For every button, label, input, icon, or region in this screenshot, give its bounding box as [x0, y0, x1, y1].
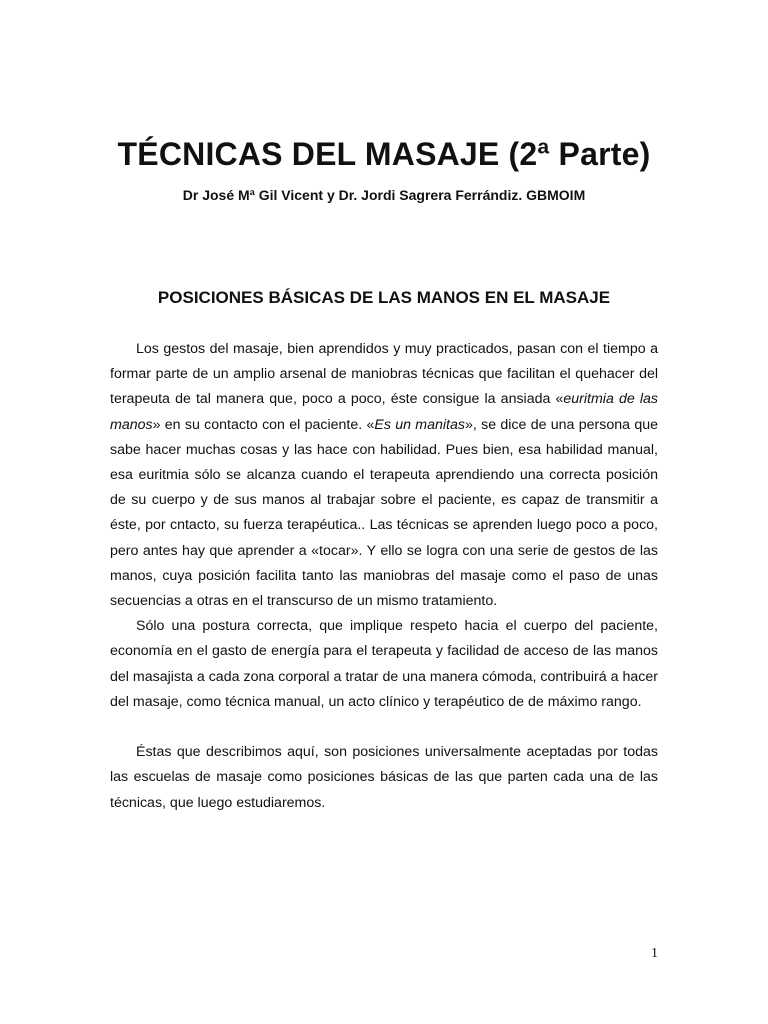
paragraph-1-emphasis-euritmia: euritmia de las manos — [110, 391, 658, 433]
paragraph-3: Éstas que describimos aquí, son posiciones universalmente aceptadas por todas las escuelas de masaje como posiciones básicas de las que parten cada una de las técnicas, que luego estudiaremos. — [110, 744, 658, 811]
body-text — [110, 337, 658, 816]
paragraph-1-text-e: », se dice de una persona que sabe hacer muchas cosas y las hace con habilidad. Pues bien, esa habilidad manual, esa euritmia sólo se alcanza cuando el terapeuta aprendiendo una correcta posición de su cuerpo y de sus manos al trabajar sobre el paciente, es capaz de transmitir a éste, por cntacto, su fuerza terapéutica.. Las técnicas se aprenden luego poco a poco, pero antes hay que aprender a «tocar». Y ello se logra con una serie de gestos de las manos, cuya posición facilita tanto las maniobras del masaje como el paso de unas secuencias a otras en el transcurso de un mismo tratamiento. — [110, 416, 658, 610]
paragraph-1 — [110, 337, 658, 614]
document-authors: Dr José Mª Gil Vicent y Dr. Jordi Sagrera Ferrándiz. GBMOIM — [182, 187, 586, 203]
paragraph-2: Sólo una postura correcta, que implique respeto hacia el cuerpo del paciente, economía en el gasto de energía para el terapeuta y facilidad de acceso de las manos del masajista a cada zona corporal a tratar de una manera cómoda, contribuirá a hacer del masaje, como técnica manual, un acto clínico y terapéutico de de máximo rango. — [110, 618, 658, 710]
document-title: TÉCNICAS DEL MASAJE (2ª Parte) — [117, 136, 651, 172]
paragraph-1-text-c: » en su contacto con el paciente. « — [152, 416, 375, 433]
page-number: 1 — [651, 946, 658, 961]
section-heading: POSICIONES BÁSICAS DE LAS MANOS EN EL MASAJE — [157, 288, 611, 307]
paragraph-1-text-a: Los gestos del masaje, bien aprendidos y muy practicados, pasan con el tiempo a formar parte de un amplio arsenal de maniobras técnicas que facilitan el quehacer del terapeuta de tal manera que, poco a poco, éste consigue la ansiada « — [110, 341, 658, 408]
paragraph-1-emphasis-manitas: Es un manitas — [374, 416, 465, 433]
